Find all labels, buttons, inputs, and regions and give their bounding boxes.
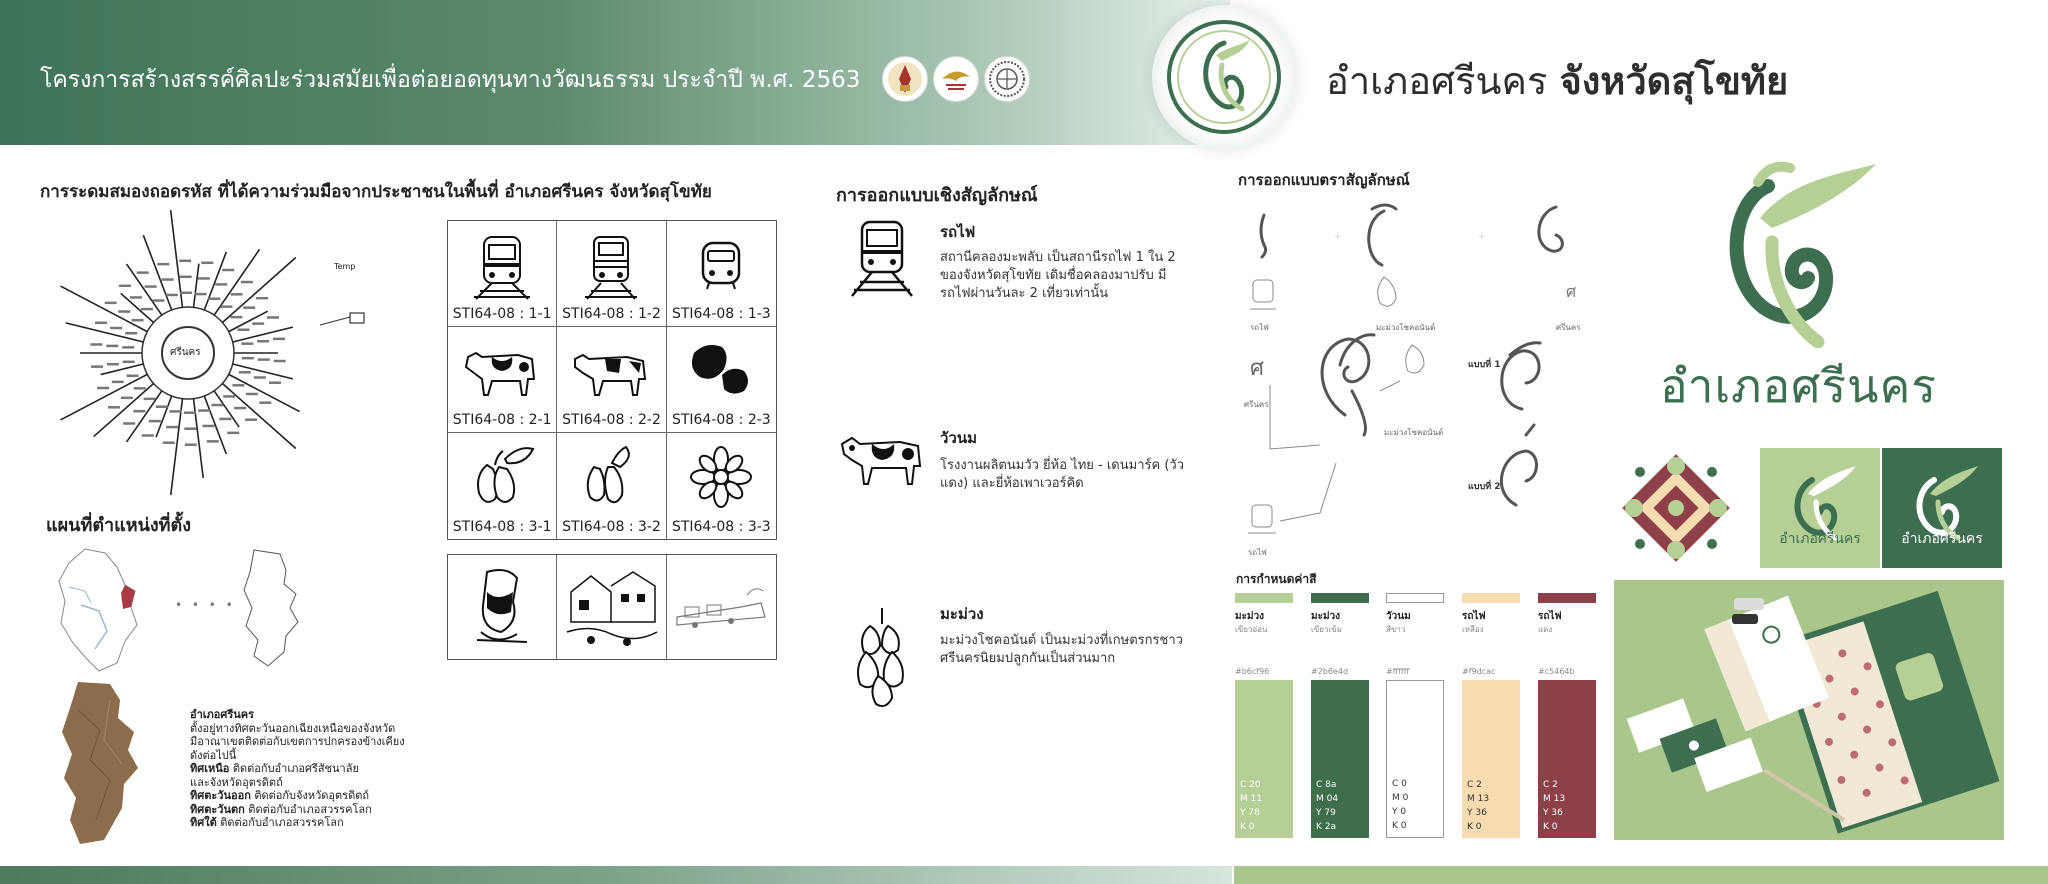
drawing-grid — [447, 554, 777, 660]
svg-text:ศ: ศ — [1250, 356, 1264, 381]
cow-icon — [462, 339, 542, 399]
location-district-name: อำเภอศรีนคร — [190, 708, 255, 721]
border-text: ติดต่อกับอำเภอศรีสัชนาลัย — [232, 762, 359, 775]
symbol-cell — [667, 433, 776, 539]
symbol-cell — [667, 327, 776, 433]
location-heading: แผนที่ตำแหน่งที่ตั้ง — [46, 515, 192, 536]
main-logo — [1700, 158, 1880, 348]
cmyk-values — [1467, 778, 1489, 834]
cmyk-y: Y 78 — [1240, 808, 1260, 818]
university-seal-icon — [984, 56, 1030, 102]
location-description — [190, 708, 430, 830]
cmyk-m: M 04 — [1316, 794, 1339, 804]
pattern-tile — [1616, 448, 1736, 568]
logo-part-label: ศรีนคร — [1244, 400, 1269, 409]
mango-icon — [467, 445, 537, 509]
footer-bar-right — [1234, 866, 2048, 884]
border-line — [190, 816, 430, 830]
border-text: และจังหวัดอุตรดิตถ์ — [190, 775, 283, 789]
symbol-cell — [667, 221, 776, 327]
cmyk-c: C 2 — [1467, 780, 1482, 790]
symbol-cell — [448, 327, 557, 433]
train-front-icon — [581, 233, 641, 303]
symbol-code: STI64-08 : 1-1 — [452, 306, 552, 322]
train-illustration-icon — [850, 220, 914, 302]
swatch-bar — [1311, 593, 1369, 603]
logo-construction — [1240, 195, 1610, 565]
symbol-code: STI64-08 : 3-3 — [671, 519, 771, 535]
cmyk-k: K 0 — [1467, 822, 1482, 832]
swatch-desc: แดง — [1538, 625, 1553, 634]
border-line — [190, 762, 430, 776]
border-line — [190, 789, 430, 803]
swatch-bar — [1462, 593, 1520, 603]
swatch-column — [1538, 680, 1596, 838]
logo-part-label: ศรีนคร — [1556, 323, 1581, 332]
cmyk-m: M 13 — [1467, 794, 1490, 804]
symbol-code: STI64-08 : 1-3 — [671, 306, 771, 322]
cmyk-y: Y 79 — [1316, 808, 1336, 818]
cmyk-y: Y 36 — [1467, 808, 1487, 818]
location-line: ตั้งอยู่ทางทิศตะวันออกเฉียงเหนือของจังหวัด — [190, 721, 396, 735]
cow-icon — [571, 339, 651, 399]
cmyk-k: K 0 — [1543, 822, 1558, 832]
tile-wordmark: อำเภอศรีนคร — [1779, 531, 1861, 547]
cmyk-y: Y 36 — [1543, 808, 1563, 818]
cmyk-m: M 0 — [1392, 793, 1409, 803]
map-dots: • • • • — [175, 598, 236, 612]
swatch-name: วัวนม — [1386, 611, 1411, 622]
border-direction: ทิศเหนือ — [190, 762, 230, 775]
border-text: ติดต่อกับจังหวัดอุตรดิตถ์ — [254, 789, 370, 802]
swatch-name: มะม่วง — [1235, 611, 1265, 622]
swatch-hex: #b6cf96 — [1235, 667, 1270, 676]
svg-text:ศ: ศ — [1566, 282, 1577, 301]
location-line: ดังต่อไปนี้ — [190, 748, 237, 762]
train-front-icon — [691, 233, 751, 303]
swatch-hex: #c5464b — [1538, 667, 1575, 676]
hand-drawing-train — [667, 555, 776, 659]
cmyk-m: M 13 — [1543, 794, 1566, 804]
location-line: มีอาณาเขตติดต่อกับเขตการปกครองข้างเคียง — [190, 735, 405, 748]
logo-version-2-label: แบบที่ 2 — [1468, 482, 1501, 492]
symbol-code: STI64-08 : 2-2 — [562, 412, 661, 428]
swatch-hex: #ffffff — [1386, 667, 1410, 676]
cmyk-c: C 0 — [1392, 779, 1407, 789]
district-name: อำเภอศรีนคร — [1326, 59, 1548, 103]
train-description: สถานีคลองมะพลับ เป็นสถานีรถไฟ 1 ใน 2 ของจังหวัดสุโขทัย เดิมชื่อคลองมาปรับ มีรถไฟผ่านวันละ 2 เที่ยวเท่านั้น — [940, 250, 1176, 301]
mango-illustration-icon — [852, 606, 912, 714]
cmyk-values — [1543, 778, 1565, 834]
logo-part-label: รถไฟ — [1250, 323, 1269, 332]
palette-heading: การกำหนดค่าสี — [1236, 572, 1317, 586]
cmyk-c: C 2 — [1543, 780, 1558, 790]
swatch-column — [1235, 680, 1293, 838]
province-name: จังหวัดสุโขทัย — [1559, 59, 1789, 103]
symbol-design-heading: การออกแบบเชิงสัญลักษณ์ — [836, 185, 1038, 206]
cmyk-k: K 0 — [1240, 822, 1255, 832]
symbol-cell — [448, 433, 557, 539]
swatch-column — [1386, 680, 1444, 838]
stationery-mockup — [1614, 580, 2004, 840]
swatch-bar — [1386, 593, 1444, 603]
page-title: โครงการสร้างสรรค์ศิลปะร่วมสมัยเพื่อต่อยอดทุนทางวัฒนธรรม ประจำปี พ.ศ. 2563 — [40, 67, 861, 93]
symbol-cell — [557, 221, 666, 327]
brainstorm-heading: การระดมสมองถอดรหัส ที่ได้ความร่วมมือจากประชาชนในพื้นที่ อำเภอศรีนคร จังหวัดสุโขทัย — [40, 182, 712, 202]
cmyk-values — [1240, 778, 1262, 834]
tile-wordmark: อำเภอศรีนคร — [1901, 531, 1983, 547]
border-text: ติดต่อกับอำเภอสวรรคโลก — [248, 802, 372, 816]
ministry-seal-icon — [882, 56, 928, 102]
logo-design-heading: การออกแบบตราสัญลักษณ์ — [1238, 171, 1410, 189]
symbol-code: STI64-08 : 3-1 — [452, 519, 552, 535]
cmyk-m: M 11 — [1240, 794, 1263, 804]
symbol-cell — [557, 327, 666, 433]
symbol-cell — [448, 221, 557, 327]
logo-tile-dark — [1882, 448, 2002, 568]
cow-illustration-icon — [838, 426, 928, 492]
mindmap-side-word: Temp — [334, 262, 356, 271]
cmyk-y: Y 0 — [1392, 807, 1407, 817]
logo-part-label: มะม่วงโชคอนันต์ — [1376, 323, 1436, 332]
cmyk-c: C 20 — [1240, 780, 1261, 790]
cmyk-k: K 2a — [1316, 822, 1337, 832]
brainstorm-mindmap — [50, 205, 390, 495]
symbol-code: STI64-08 : 1-2 — [562, 306, 661, 322]
cow-spots-icon — [686, 339, 756, 399]
border-line — [190, 776, 430, 790]
logo-tile-light — [1760, 448, 1880, 568]
swatch-name: รถไฟ — [1462, 611, 1486, 622]
svg-text:+: + — [1334, 232, 1342, 242]
swatch-name: รถไฟ — [1538, 611, 1562, 622]
district-emblem — [1152, 5, 1297, 150]
logo-part-label: มะม่วงโชคอนันต์ — [1384, 428, 1444, 437]
brand-wordmark: อำเภอศรีนคร — [1660, 359, 1937, 413]
train-title: รถไฟ — [940, 223, 976, 241]
cow-title: วัวนม — [940, 429, 977, 447]
swatch-hex: #f9dcac — [1462, 667, 1496, 676]
district-outline-map — [240, 548, 310, 670]
symbol-code: STI64-08 : 3-2 — [562, 519, 661, 535]
svg-text:+: + — [1478, 232, 1486, 242]
swatch-column — [1462, 680, 1520, 838]
swatch-column — [1311, 680, 1369, 838]
cow-description: โรงงานผลิตนมวัว ยี่ห้อ ไทย - เดนมาร์ค (วัวแดง) และยี่ห้อเพาเวอร์คิด — [940, 458, 1184, 491]
culture-office-logo-icon — [933, 56, 979, 102]
symbol-cell — [557, 433, 666, 539]
swatch-desc: สีขาว — [1386, 625, 1406, 634]
swatch-desc: เขียวอ่อน — [1235, 625, 1268, 634]
border-text: ติดต่อกับอำเภอสวรรคโลก — [220, 816, 344, 829]
swatch-hex: #2b6e4d — [1311, 667, 1349, 676]
border-line — [190, 803, 430, 817]
symbol-grid — [447, 220, 777, 540]
symbol-code: STI64-08 : 2-1 — [452, 412, 552, 428]
swatch-desc: เขียวเข้ม — [1311, 625, 1342, 634]
cmyk-values — [1316, 778, 1338, 834]
district-terrain-map — [60, 680, 145, 848]
flower-icon — [689, 445, 753, 509]
mango-icon — [576, 445, 646, 509]
footer-bar-left — [0, 866, 1232, 884]
swatch-name: มะม่วง — [1311, 611, 1341, 622]
symbol-code: STI64-08 : 2-3 — [671, 412, 771, 428]
mango-title: มะม่วง — [940, 605, 984, 623]
logo-part-label: รถไฟ — [1248, 548, 1267, 557]
hand-drawing-mango — [448, 555, 557, 659]
mindmap-center-word: ศรีนคร — [170, 347, 201, 358]
train-front-icon — [472, 233, 532, 303]
cmyk-k: K 0 — [1392, 821, 1407, 831]
district-title — [1326, 50, 1788, 111]
border-direction: ทิศตะวันออก — [190, 789, 251, 802]
swatch-bar — [1235, 593, 1293, 603]
swatch-desc: เหลือง — [1462, 625, 1484, 634]
cmyk-c: C 8a — [1316, 780, 1337, 790]
mango-description: มะม่วงโชคอนันต์ เป็นมะม่วงที่เกษตรกรชาวศรีนครนิยมปลูกกันเป็นส่วนมาก — [940, 633, 1183, 666]
logo-version-1-label: แบบที่ 1 — [1468, 360, 1501, 370]
border-direction: ทิศตะวันตก — [190, 802, 245, 816]
cmyk-values — [1392, 777, 1408, 833]
province-map — [55, 545, 145, 675]
swatch-bar — [1538, 593, 1596, 603]
border-direction: ทิศใต้ — [190, 816, 217, 829]
hand-drawing-town — [557, 555, 666, 659]
